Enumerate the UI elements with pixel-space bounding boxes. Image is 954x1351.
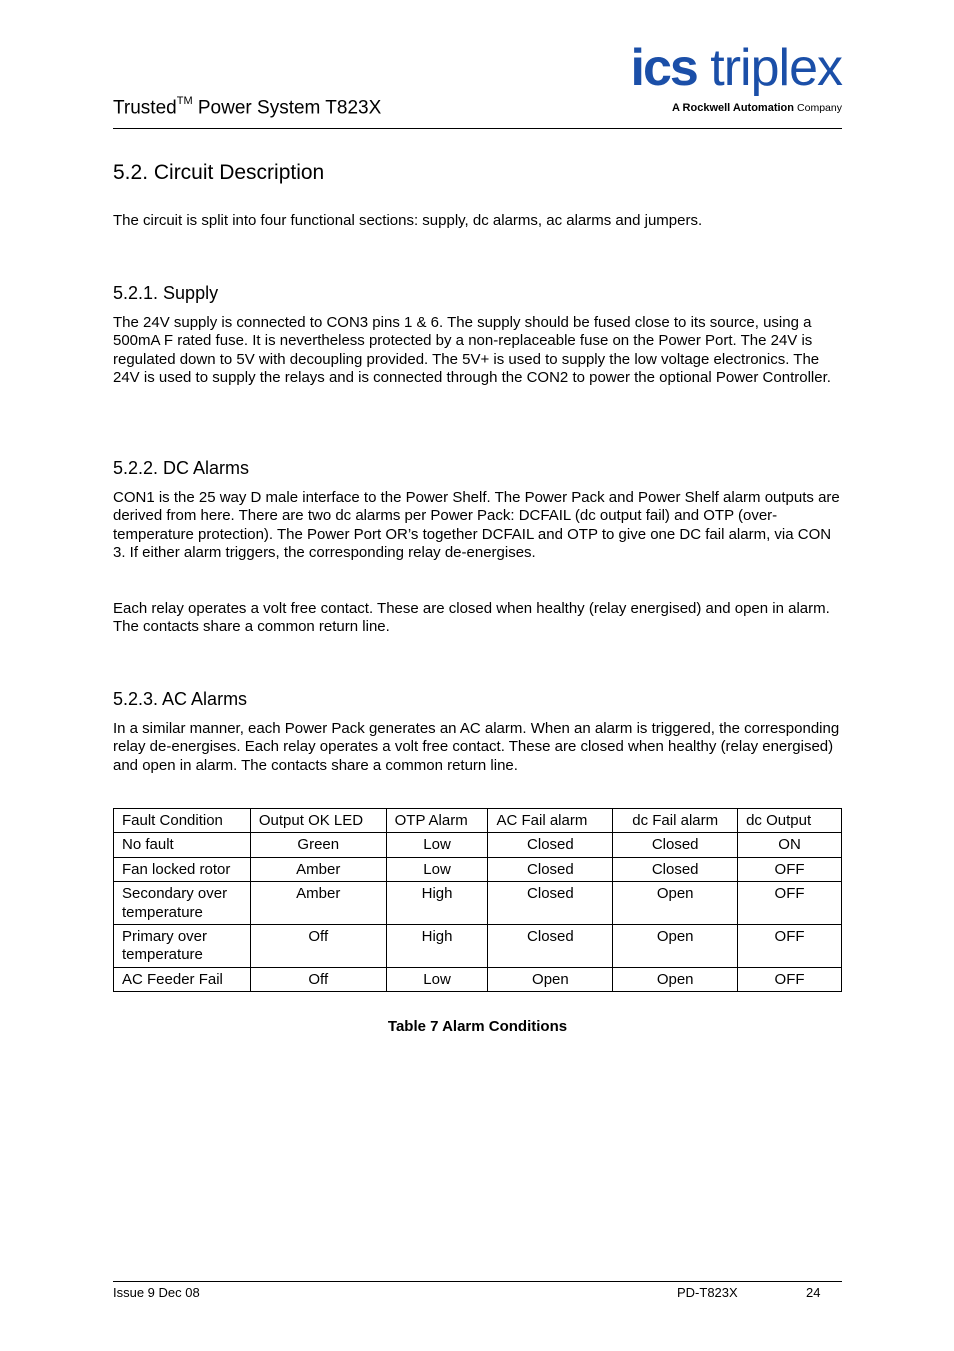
trademark-superscript: TM: [176, 95, 193, 107]
page-footer: [113, 1281, 842, 1300]
table-cell: Low: [386, 857, 488, 881]
table-cell: Open: [613, 925, 738, 968]
ac-alarms-heading: 5.2.3. AC Alarms: [113, 689, 248, 709]
section-intro: The circuit is split into four functional sections: supply, dc alarms, ac alarms and jumpers.: [113, 212, 703, 229]
table-header-cell: dc Fail alarm: [613, 809, 738, 833]
table-cell: Closed: [613, 857, 738, 881]
table-cell: Closed: [613, 833, 738, 857]
table-cell: Off: [250, 925, 386, 968]
logo-tagline: [672, 102, 842, 114]
table-header-cell: Fault Condition: [114, 809, 251, 833]
ac-alarms-paragraph: In a similar manner, each Power Pack generates an AC alarm. When an alarm is triggered, the corresponding relay de-energises. Each relay operates a volt free contact. These are closed when healthy (relay energised) and open in alarm. The contacts share a common return line.: [113, 720, 840, 774]
table-cell: Closed: [488, 857, 613, 881]
page-number: 24: [806, 1285, 821, 1300]
table-header-cell: AC Fail alarm: [488, 809, 613, 833]
table-row: [114, 833, 842, 857]
table-caption: Table 7 Alarm Conditions: [387, 1018, 568, 1035]
document-reference: PD-T823X: [677, 1285, 738, 1300]
table-cell: Secondary over temperature: [114, 882, 251, 925]
section-heading: 5.2. Circuit Description: [113, 161, 325, 184]
table-cell: Primary over temperature: [114, 925, 251, 968]
ics-triplex-logo: [612, 38, 842, 120]
table-cell: Off: [250, 967, 386, 991]
table-cell: OFF: [738, 857, 842, 881]
table-row: [114, 882, 842, 925]
table-row: [114, 857, 842, 881]
doc-title-rest: Power System T823X: [192, 97, 382, 119]
issue-date: Issue 9 Dec 08: [113, 1285, 200, 1300]
dc-alarms-paragraph-1: CON1 is the 25 way D male interface to the Power Shelf. The Power Pack and Power Shelf alarm outputs are derived from here. There are two dc alarms per Power Pack: DCFAIL (dc output fail) and OTP (over-temperature protection). The Power Port OR’s together DCFAIL and OTP to give one DC fail alarm, via CON 3. If either alarm triggers, the corresponding relay de-energises.: [113, 489, 840, 562]
table-header-cell: Output OK LED: [250, 809, 386, 833]
table-cell: Amber: [250, 857, 386, 881]
table-header-cell: OTP Alarm: [386, 809, 488, 833]
table-row: [114, 925, 842, 968]
document-title: [113, 97, 381, 119]
logo-ics: ics: [630, 39, 697, 97]
table-cell: OFF: [738, 925, 842, 968]
page-header: [113, 0, 842, 129]
table-cell: Closed: [488, 925, 613, 968]
table-cell: Closed: [488, 882, 613, 925]
table-cell: Open: [613, 967, 738, 991]
table-cell: AC Feeder Fail: [114, 967, 251, 991]
table-cell: No fault: [114, 833, 251, 857]
logo-tagline-company: Company: [797, 102, 842, 114]
table-cell: High: [386, 882, 488, 925]
table-header-cell: dc Output: [738, 809, 842, 833]
table-cell: Amber: [250, 882, 386, 925]
doc-title-name: Trusted: [113, 97, 177, 119]
table-cell: Closed: [488, 833, 613, 857]
logo-wordmark: [631, 38, 842, 98]
table-cell: ON: [738, 833, 842, 857]
logo-tagline-main: A Rockwell Automation: [671, 102, 794, 114]
table-header-row: [114, 809, 842, 833]
table-cell: Low: [386, 967, 488, 991]
table-cell: Low: [386, 833, 488, 857]
dc-alarms-paragraph-2: Each relay operates a volt free contact. These are closed when healthy (relay energised) and open in alarm. The contacts share a common return line.: [113, 600, 830, 636]
table-cell: OFF: [738, 882, 842, 925]
alarm-conditions-table: [113, 808, 842, 992]
table-row: [114, 967, 842, 991]
supply-paragraph: The 24V supply is connected to CON3 pins 1 & 6. The supply should be fused close to its source, using a 500mA F rated fuse. It is nevertheless protected by a non-replaceable fuse on the Power Port. The 24V is regulated down to 5V with decoupling provided. The 5V+ is used to supply the low voltage electronics. The 24V is used to supply the relays and is connected through the CON2 to power the optional Power Controller.: [113, 314, 831, 387]
table-cell: OFF: [738, 967, 842, 991]
logo-triplex: triplex: [710, 39, 842, 97]
table-cell: Open: [613, 882, 738, 925]
supply-heading: 5.2.1. Supply: [113, 283, 219, 303]
table-cell: Fan locked rotor: [114, 857, 251, 881]
table-cell: Green: [250, 833, 386, 857]
table-cell: High: [386, 925, 488, 968]
dc-alarms-heading: 5.2.2. DC Alarms: [113, 458, 250, 478]
table-cell: Open: [488, 967, 613, 991]
